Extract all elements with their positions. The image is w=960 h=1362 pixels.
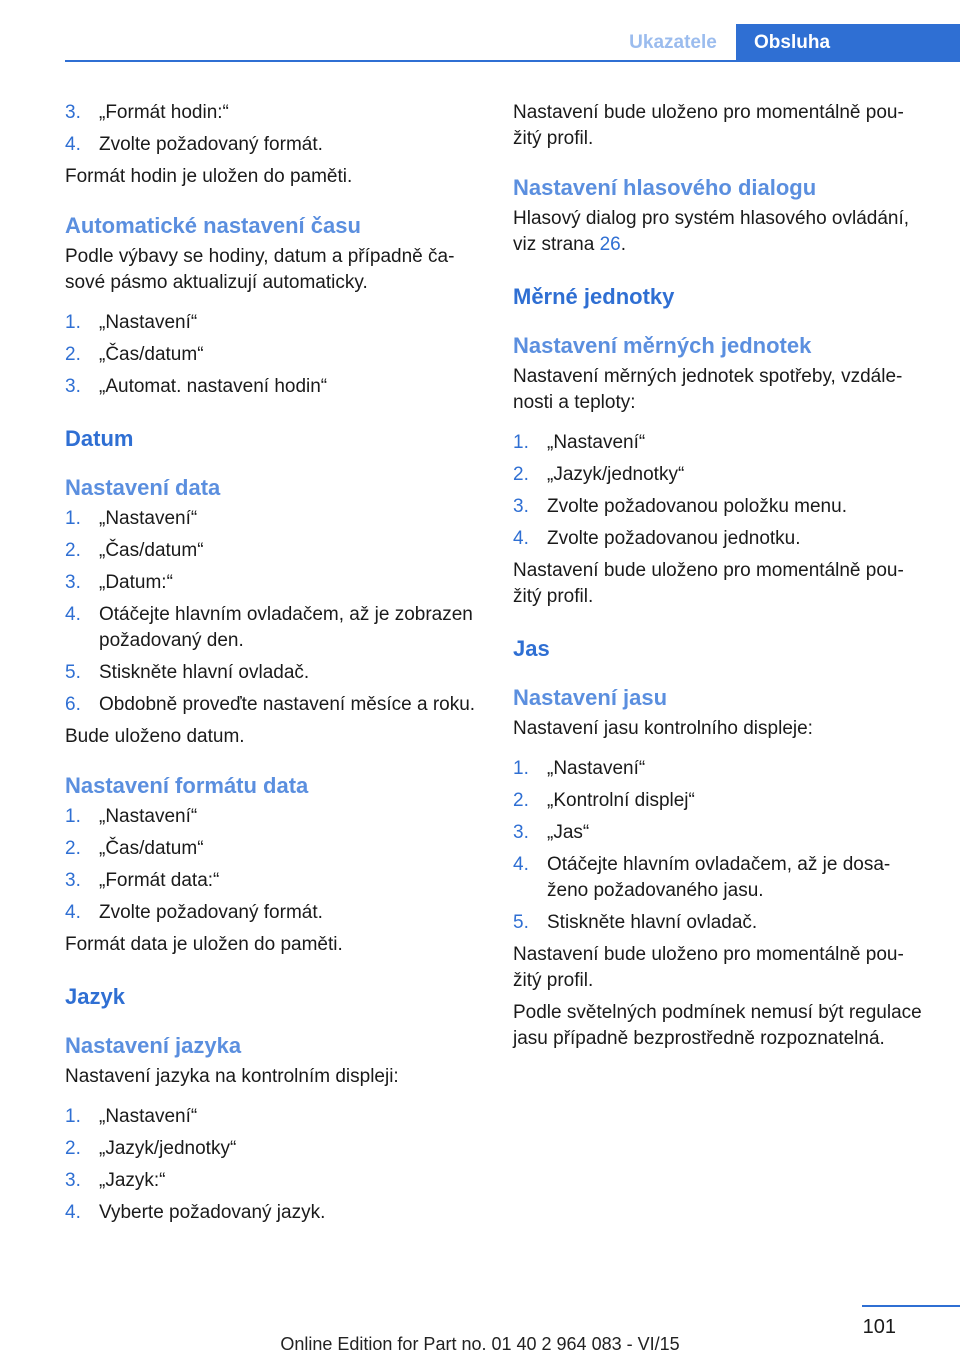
- list-item-text: „Automat. nastavení hodin“: [99, 376, 328, 397]
- list-item-text: Otáčejte hlavním ovladačem, až je dosaženo požadovaného jasu.: [547, 854, 891, 901]
- list-item-number: 1.: [65, 1106, 81, 1127]
- tab-ukazatele[interactable]: Ukazatele: [629, 32, 717, 53]
- list-item-text: „Nastavení“: [547, 758, 646, 779]
- list-item-text: Obdobně proveďte nastavení měsíce a roku.: [99, 694, 476, 715]
- right-column: [513, 100, 925, 1058]
- list-brightness: [513, 756, 925, 936]
- heading-date-setting: Nastavení data: [65, 475, 221, 500]
- paragraph: [513, 206, 925, 258]
- list-item-text: „Jas“: [547, 822, 590, 843]
- left-column: [65, 100, 477, 1232]
- list-item-number: 1.: [65, 312, 81, 333]
- list-date-setting: [65, 506, 477, 718]
- list-item-number: 3.: [65, 376, 81, 397]
- list-item: [65, 538, 477, 564]
- list-item-number: 6.: [65, 694, 81, 715]
- list-item-text: „Čas/datum“: [99, 838, 204, 859]
- list-item: [65, 132, 477, 158]
- page-number: 101: [862, 1316, 896, 1338]
- list-item-text: „Nastavení“: [99, 312, 198, 333]
- heading-voice-dialog: Nastavení hlasového dialogu: [513, 175, 817, 200]
- list-item: [65, 100, 477, 126]
- list-item: [513, 756, 925, 782]
- list-item-number: 4.: [65, 604, 81, 625]
- list-item-number: 3.: [65, 1170, 81, 1191]
- list-item: [513, 910, 925, 936]
- paragraph: Nastavení bude uloženo pro momentálně použitý profil.: [513, 944, 904, 991]
- list-item: [65, 900, 477, 926]
- paragraph: Formát data je uložen do paměti.: [65, 934, 343, 955]
- paragraph: Nastavení jazyka na kontrolním displeji:: [65, 1066, 399, 1087]
- list-item-text: Zvolte požadovaný formát.: [99, 902, 323, 923]
- list-item: [65, 1200, 477, 1226]
- list-item: [65, 374, 477, 400]
- list-item: [65, 868, 477, 894]
- heading-brightness-setting: Nastavení jasu: [513, 685, 668, 710]
- list-item-number: 4.: [65, 1202, 81, 1223]
- paragraph: Formát hodin je uložen do paměti.: [65, 166, 353, 187]
- list-item-text: „Nastavení“: [547, 432, 646, 453]
- list-item-number: 3.: [65, 870, 81, 891]
- tab-obsluha[interactable]: Obsluha: [736, 24, 960, 61]
- list-item: [513, 494, 925, 520]
- list-item: [65, 804, 477, 830]
- list-item: [513, 526, 925, 552]
- list-item-number: 3.: [513, 822, 529, 843]
- list-time-format: [65, 100, 477, 158]
- list-item-text: „Jazyk/jednotky“: [547, 464, 685, 485]
- list-item-text: „Čas/datum“: [99, 344, 204, 365]
- heading-date-format: Nastavení formátu data: [65, 773, 309, 798]
- list-item: [65, 342, 477, 368]
- list-item-text: „Nastavení“: [99, 1106, 198, 1127]
- list-item-number: 2.: [513, 790, 529, 811]
- list-date-format: [65, 804, 477, 926]
- text: .: [620, 234, 627, 255]
- heading-jazyk: Jazyk: [65, 984, 125, 1009]
- list-item: [513, 820, 925, 846]
- list-auto-time: [65, 310, 477, 400]
- list-item-number: 2.: [65, 838, 81, 859]
- list-item: [65, 836, 477, 862]
- list-item-number: 5.: [513, 912, 529, 933]
- list-item: [65, 1136, 477, 1162]
- list-units: [513, 430, 925, 552]
- list-item-number: 3.: [513, 496, 529, 517]
- list-item: [513, 462, 925, 488]
- list-item: [65, 660, 477, 686]
- list-item-text: Zvolte požadovanou položku menu.: [547, 496, 847, 517]
- list-item-text: „Čas/datum“: [99, 540, 204, 561]
- paragraph: Podle světelných podmínek nemusí být regulace jasu případně bezprostředně rozpoznatelná.: [513, 1002, 922, 1049]
- paragraph: Nastavení bude uloženo pro momentálně použitý profil.: [513, 560, 904, 607]
- list-item-text: Vyberte požadovaný jazyk.: [99, 1202, 326, 1223]
- list-item: [65, 602, 477, 654]
- list-item-number: 1.: [513, 432, 529, 453]
- list-item-text: „Formát hodin:“: [99, 102, 229, 123]
- heading-units: Měrné jednotky: [513, 284, 675, 309]
- edition-footer: Online Edition for Part no. 01 40 2 964 083 - VI/15: [280, 1334, 680, 1354]
- list-item-text: „Formát data:“: [99, 870, 220, 891]
- list-item-text: Zvolte požadovaný formát.: [99, 134, 323, 155]
- list-item-number: 3.: [65, 102, 81, 123]
- list-item: [65, 506, 477, 532]
- list-item-number: 4.: [513, 854, 529, 875]
- heading-units-setting: Nastavení měrných jednotek: [513, 333, 812, 358]
- list-item-text: „Kontrolní displej“: [547, 790, 695, 811]
- list-item-number: 2.: [65, 1138, 81, 1159]
- list-item: [513, 430, 925, 456]
- list-language: [65, 1104, 477, 1226]
- list-item-number: 5.: [65, 662, 81, 683]
- list-item-number: 4.: [65, 134, 81, 155]
- list-item: [65, 1104, 477, 1130]
- list-item-text: „Jazyk/jednotky“: [99, 1138, 237, 1159]
- list-item: [65, 692, 477, 718]
- paragraph: Nastavení měrných jednotek spotřeby, vzdálenosti a teploty:: [513, 366, 903, 413]
- paragraph: Bude uloženo datum.: [65, 726, 245, 747]
- list-item-number: 2.: [65, 344, 81, 365]
- heading-auto-time: Automatické nastavení času: [65, 213, 361, 238]
- paragraph: Nastavení bude uloženo pro momentálně použitý profil.: [513, 102, 904, 149]
- list-item: [65, 310, 477, 336]
- page-link[interactable]: 26: [599, 234, 621, 255]
- list-item-text: Zvolte požadovanou jednotku.: [547, 528, 801, 549]
- paragraph: Nastavení jasu kontrolního displeje:: [513, 718, 813, 739]
- list-item-number: 2.: [65, 540, 81, 561]
- list-item-text: Stiskněte hlavní ovladač.: [99, 662, 310, 683]
- list-item-text: „Datum:“: [99, 572, 173, 593]
- list-item-number: 3.: [65, 572, 81, 593]
- heading-language-setting: Nastavení jazyka: [65, 1033, 242, 1058]
- list-item-text: „Nastavení“: [99, 508, 198, 529]
- text: Hlasový dialog pro systém hlasového ovládání, viz strana: [513, 208, 910, 255]
- heading-datum: Datum: [65, 426, 134, 451]
- list-item-number: 1.: [513, 758, 529, 779]
- list-item-number: 4.: [65, 902, 81, 923]
- list-item-number: 1.: [65, 508, 81, 529]
- list-item-number: 4.: [513, 528, 529, 549]
- list-item: [65, 570, 477, 596]
- heading-jas: Jas: [513, 636, 550, 661]
- paragraph: Podle výbavy se hodiny, datum a případně časové pásmo aktualizují automaticky.: [65, 246, 455, 293]
- list-item-number: 2.: [513, 464, 529, 485]
- list-item-text: „Jazyk:“: [99, 1170, 166, 1191]
- list-item: [65, 1168, 477, 1194]
- list-item-number: 1.: [65, 806, 81, 827]
- list-item-text: „Nastavení“: [99, 806, 198, 827]
- list-item: [513, 852, 925, 904]
- list-item-text: Otáčejte hlavním ovladačem, až je zobrazen požadovaný den.: [99, 604, 473, 651]
- list-item-text: Stiskněte hlavní ovladač.: [547, 912, 758, 933]
- list-item: [513, 788, 925, 814]
- footer-rule: [862, 1305, 960, 1307]
